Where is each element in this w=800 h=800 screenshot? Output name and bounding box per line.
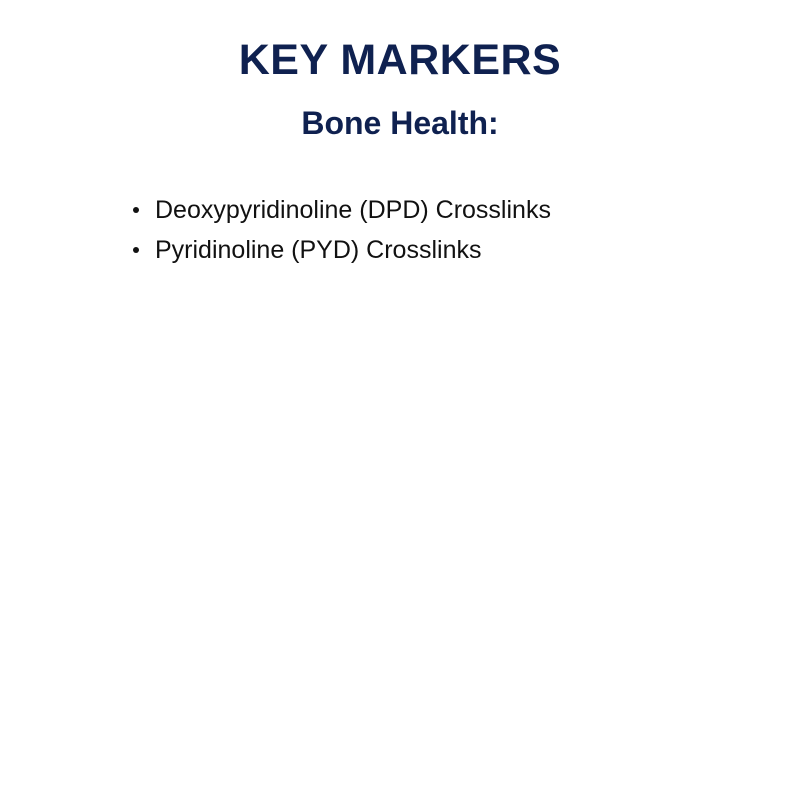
marker-list: [155, 190, 551, 270]
list-item: [155, 190, 551, 230]
section-subtitle: Bone Health:: [301, 105, 499, 141]
list-item: [155, 230, 551, 270]
marker-label: Pyridinoline (PYD) Crosslinks: [155, 236, 482, 264]
bullet-icon: [133, 247, 139, 253]
marker-label: Deoxypyridinoline (DPD) Crosslinks: [155, 196, 551, 224]
page-title: KEY MARKERS: [238, 36, 562, 84]
bullet-icon: [133, 207, 139, 213]
